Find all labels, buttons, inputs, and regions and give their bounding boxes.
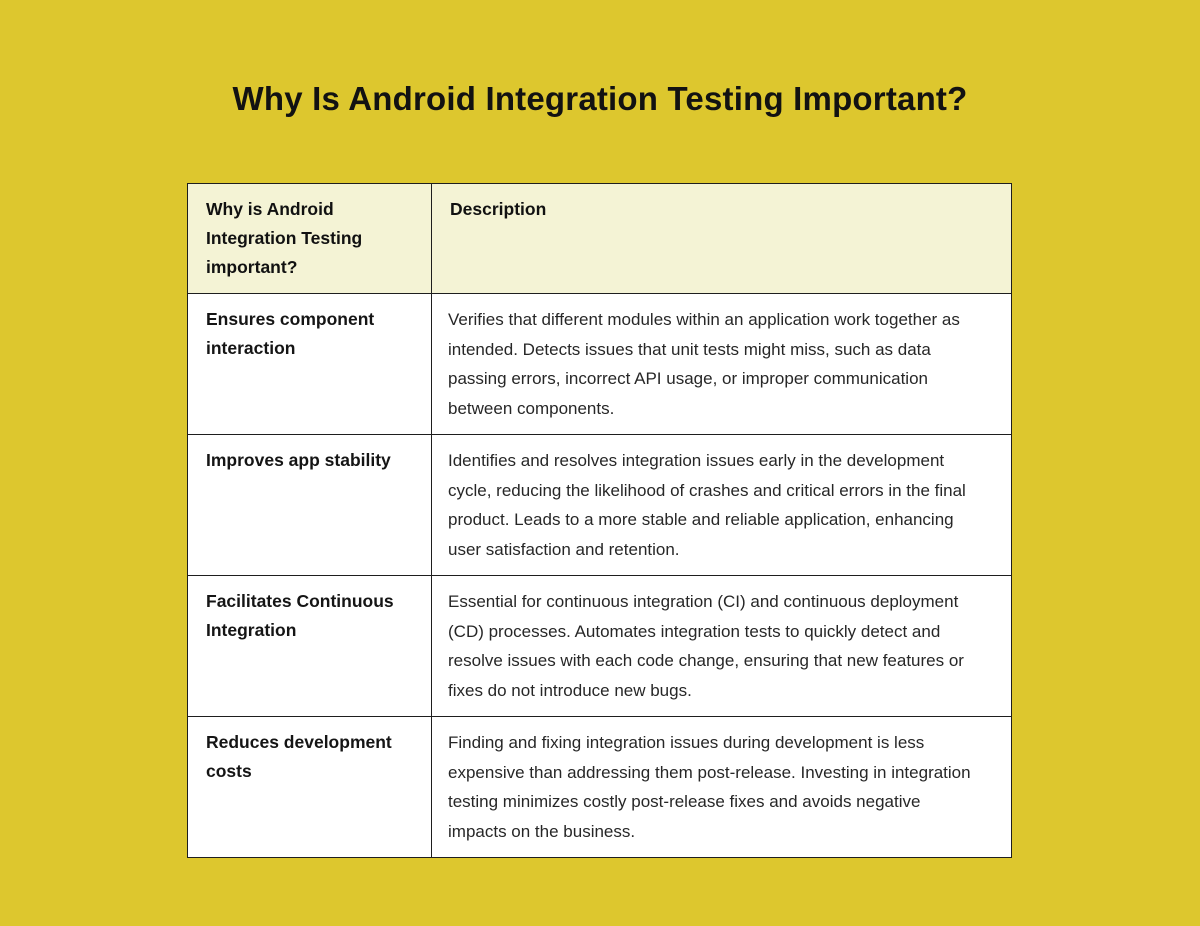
table-row — [188, 717, 1012, 858]
table-header-row — [188, 184, 1012, 294]
table-row — [188, 576, 1012, 717]
row-reason: Ensures component interaction — [188, 294, 432, 435]
page-title: Why Is Android Integration Testing Important? — [232, 80, 968, 117]
row-reason: Facilitates Continuous Integration — [188, 576, 432, 717]
row-reason: Reduces development costs — [188, 717, 432, 858]
row-description: Essential for continuous integration (CI) and continuous deployment (CD) processes. Automates integration tests to quickly detect and resolve issues with each code change, ensuring that new features or fixes do not introduce new bugs. — [432, 576, 1012, 717]
row-reason: Improves app stability — [188, 435, 432, 576]
row-description: Verifies that different modules within an application work together as intended. Detects issues that unit tests might miss, such as data passing errors, incorrect API usage, or improper communication between components. — [432, 294, 1012, 435]
row-description: Identifies and resolves integration issues early in the development cycle, reducing the likelihood of crashes and critical errors in the final product. Leads to a more stable and reliable application, enhancing user satisfaction and retention. — [432, 435, 1012, 576]
row-description: Finding and fixing integration issues during development is less expensive than addressing them post-release. Investing in integration testing minimizes costly post-release fixes and avoids negative impacts on the business. — [432, 717, 1012, 858]
table-row — [188, 294, 1012, 435]
integration-testing-table — [187, 183, 1012, 858]
table-row — [188, 435, 1012, 576]
column-header-description: Description — [432, 184, 1012, 294]
column-header-reason: Why is Android Integration Testing important? — [188, 184, 432, 294]
